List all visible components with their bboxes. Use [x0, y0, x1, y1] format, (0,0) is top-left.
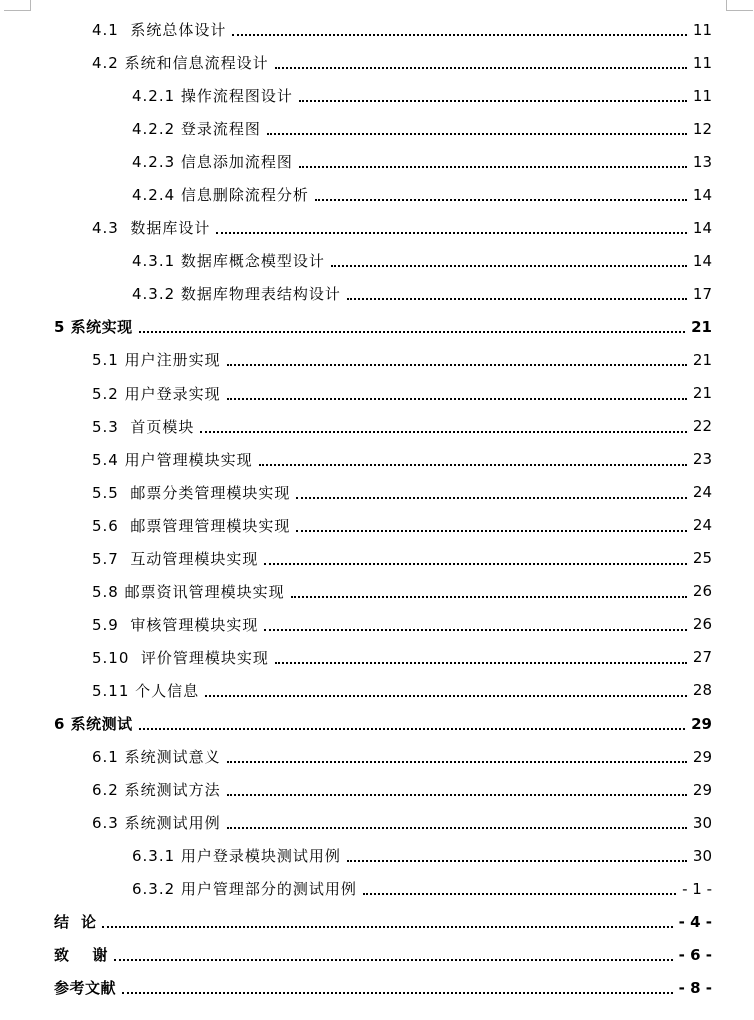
toc-dot-leader [139, 327, 685, 333]
toc-dot-leader [216, 228, 687, 234]
toc-dot-leader [363, 889, 676, 895]
toc-dot-leader [227, 394, 687, 400]
toc-entry-page-number: - 8 - [678, 978, 712, 997]
toc-entry-title: 结 论 [54, 913, 97, 932]
toc-entry[interactable] [0, 905, 754, 938]
toc-entry[interactable] [0, 244, 754, 277]
toc-entry-page-number: 21 [692, 350, 712, 369]
toc-dot-leader [122, 988, 673, 994]
toc-entry-title: 5.5 邮票分类管理模块实现 [92, 483, 291, 502]
toc-entry-title: 4.2.1 操作流程图设计 [132, 87, 293, 106]
toc-entry[interactable] [0, 773, 754, 806]
table-of-contents [0, 13, 754, 1004]
toc-entry[interactable] [0, 509, 754, 542]
toc-entry-page-number: 22 [692, 417, 712, 436]
toc-dot-leader [315, 195, 687, 201]
toc-entry[interactable] [0, 145, 754, 178]
toc-entry-title: 4.2 系统和信息流程设计 [92, 54, 269, 73]
toc-dot-leader [227, 823, 687, 829]
toc-entry[interactable] [0, 542, 754, 575]
toc-entry-page-number: 13 [692, 152, 712, 171]
toc-entry-page-number: 14 [692, 251, 712, 270]
toc-entry-page-number: 23 [692, 450, 712, 469]
toc-entry-title: 5.9 审核管理模块实现 [92, 615, 259, 634]
toc-entry[interactable] [0, 112, 754, 145]
toc-entry-page-number: 30 [692, 813, 712, 832]
toc-entry[interactable] [0, 674, 754, 707]
toc-dot-leader [139, 724, 685, 730]
toc-dot-leader [227, 360, 687, 366]
toc-entry-page-number: - 1 - [682, 879, 712, 898]
toc-entry[interactable] [0, 476, 754, 509]
toc-entry[interactable] [0, 178, 754, 211]
toc-entry[interactable] [0, 79, 754, 112]
toc-entry-title: 5.8 邮票资讯管理模块实现 [92, 582, 285, 601]
toc-entry-page-number: 14 [692, 218, 712, 237]
toc-entry[interactable] [0, 971, 754, 1004]
toc-dot-leader [299, 96, 687, 102]
toc-entry-title: 4.2.3 信息添加流程图 [132, 153, 293, 172]
toc-entry[interactable] [0, 443, 754, 476]
toc-dot-leader [275, 63, 687, 69]
toc-entry-title: 6.3 系统测试用例 [92, 814, 221, 833]
toc-entry[interactable] [0, 839, 754, 872]
toc-entry-title: 5 系统实现 [54, 318, 133, 337]
toc-entry-title: 6.1 系统测试意义 [92, 748, 221, 767]
toc-entry-title: 5.3 首页模块 [92, 417, 195, 436]
toc-entry[interactable] [0, 938, 754, 971]
toc-entry-title: 4.3.1 数据库概念模型设计 [132, 252, 325, 271]
toc-dot-leader [347, 856, 687, 862]
toc-entry-title: 致 谢 [54, 946, 108, 965]
toc-entry-title: 6.3.1 用户登录模块测试用例 [132, 847, 341, 866]
toc-entry-page-number: 29 [692, 780, 712, 799]
toc-entry[interactable] [0, 410, 754, 443]
page-corner-mark-left [4, 0, 31, 11]
toc-dot-leader [259, 460, 687, 466]
toc-entry-page-number: 24 [692, 483, 712, 502]
toc-entry-page-number: 28 [692, 681, 712, 700]
toc-entry-page-number: 29 [691, 714, 712, 733]
toc-dot-leader [275, 658, 687, 664]
toc-entry[interactable] [0, 608, 754, 641]
toc-dot-leader [264, 559, 687, 565]
toc-dot-leader [200, 427, 687, 433]
toc-entry-title: 6.2 系统测试方法 [92, 781, 221, 800]
toc-entry-page-number: 21 [691, 317, 712, 336]
toc-entry-title: 5.7 互动管理模块实现 [92, 549, 259, 568]
toc-dot-leader [331, 261, 687, 267]
toc-entry[interactable] [0, 740, 754, 773]
toc-entry[interactable] [0, 46, 754, 79]
toc-entry-page-number: 21 [692, 384, 712, 403]
toc-entry[interactable] [0, 806, 754, 839]
toc-entry-page-number: 26 [692, 615, 712, 634]
toc-entry-page-number: 25 [692, 549, 712, 568]
toc-entry-page-number: 30 [692, 846, 712, 865]
toc-dot-leader [114, 955, 673, 961]
toc-entry-page-number: 26 [692, 582, 712, 601]
toc-entry-title: 4.1 系统总体设计 [92, 21, 227, 40]
toc-entry[interactable] [0, 872, 754, 905]
toc-entry[interactable] [0, 707, 754, 740]
toc-entry-page-number: 17 [692, 284, 712, 303]
toc-entry[interactable] [0, 13, 754, 46]
toc-entry-page-number: 11 [692, 53, 712, 72]
toc-entry-page-number: 11 [692, 86, 712, 105]
toc-entry[interactable] [0, 377, 754, 410]
toc-entry-page-number: 11 [692, 20, 712, 39]
toc-entry-page-number: - 6 - [678, 945, 712, 964]
toc-dot-leader [296, 526, 687, 532]
toc-entry-title: 6 系统测试 [54, 715, 133, 733]
toc-dot-leader [227, 757, 687, 763]
toc-entry-title: 5.2 用户登录实现 [92, 384, 221, 403]
toc-entry-title: 5.10 评价管理模块实现 [92, 648, 269, 667]
toc-entry[interactable] [0, 575, 754, 608]
toc-dot-leader [102, 922, 672, 928]
toc-entry[interactable] [0, 310, 754, 343]
toc-entry-title: 4.2.4 信息删除流程分析 [132, 186, 309, 205]
toc-entry-page-number: - 4 - [678, 912, 712, 931]
toc-entry-title: 6.3.2 用户管理部分的测试用例 [132, 880, 357, 899]
toc-dot-leader [347, 294, 687, 300]
toc-dot-leader [205, 691, 687, 697]
page-corner-mark-right [726, 0, 753, 11]
toc-entry-page-number: 24 [692, 516, 712, 535]
toc-dot-leader [296, 493, 687, 499]
toc-dot-leader [267, 129, 687, 135]
toc-dot-leader [232, 30, 687, 36]
toc-dot-leader [227, 790, 687, 796]
toc-entry-title: 参考文献 [54, 979, 117, 998]
toc-entry-title: 5.4 用户管理模块实现 [92, 450, 253, 469]
toc-entry[interactable] [0, 277, 754, 310]
toc-entry[interactable] [0, 343, 754, 376]
toc-entry-title: 4.3 数据库设计 [92, 219, 211, 238]
toc-entry-page-number: 12 [692, 119, 712, 138]
toc-dot-leader [291, 592, 687, 598]
toc-dot-leader [299, 162, 687, 168]
toc-entry-title: 5.6 邮票管理管理模块实现 [92, 516, 291, 535]
toc-entry-title: 4.3.2 数据库物理表结构设计 [132, 285, 341, 304]
toc-entry-page-number: 14 [692, 185, 712, 204]
toc-entry[interactable] [0, 641, 754, 674]
toc-entry-title: 4.2.2 登录流程图 [132, 120, 261, 139]
toc-entry-page-number: 27 [692, 648, 712, 667]
toc-dot-leader [264, 625, 687, 631]
toc-entry[interactable] [0, 211, 754, 244]
toc-entry-page-number: 29 [692, 747, 712, 766]
toc-entry-title: 5.11 个人信息 [92, 681, 200, 700]
toc-entry-title: 5.1 用户注册实现 [92, 351, 221, 370]
